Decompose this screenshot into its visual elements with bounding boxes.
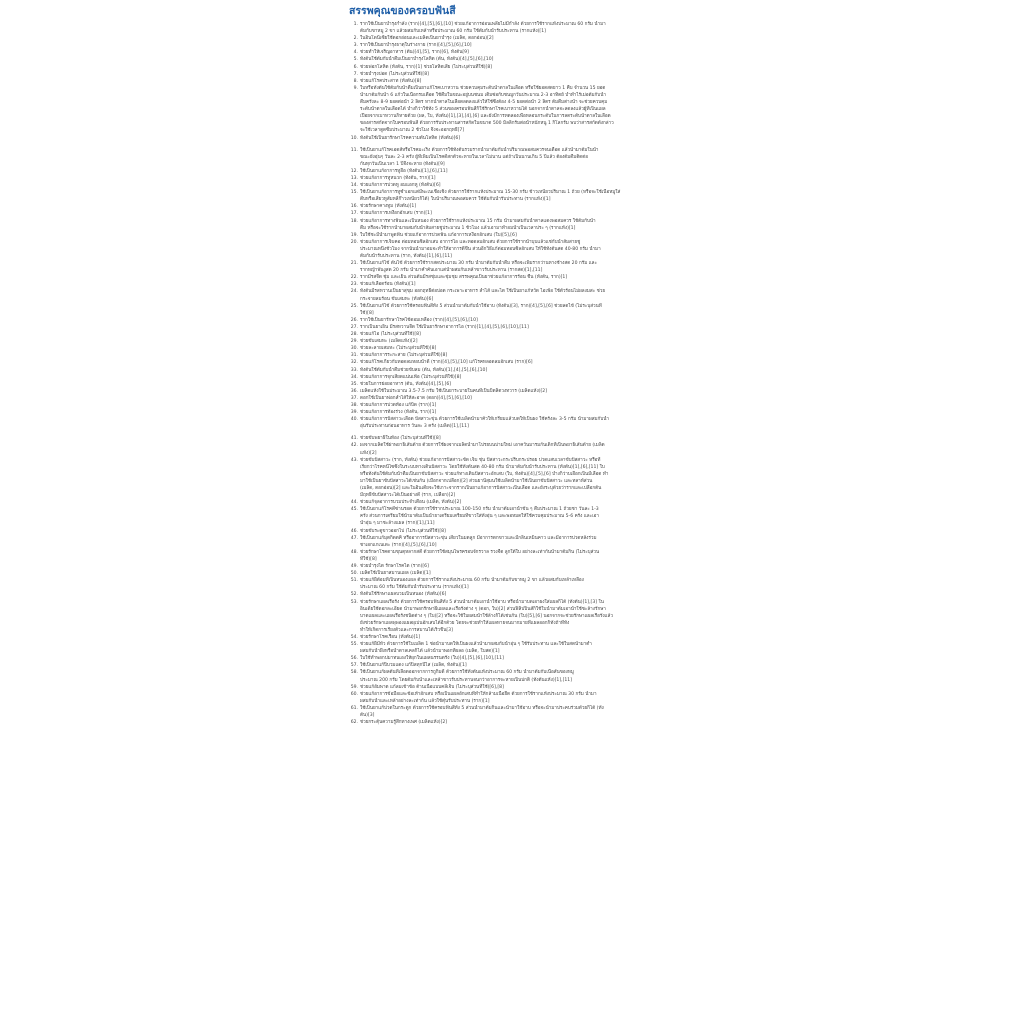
list-item (343, 535, 660, 549)
list-item-number: 59. (350, 684, 358, 690)
list-item-line: มาใช้เป็นยาขับปัสสาวะได้เช่นกัน (เมือกจากเปลือก)[2] ส่วนยานี้สุมนใช้เมล็ดนำมาใช้เป็นยาขับปัสสาวะ และทลาห์ส่วน (360, 478, 593, 484)
list-item (343, 232, 660, 239)
list-item-line: ช่วยกระตุ้นความรู้สึกทางเพศ (เมล็ดแห้ง)[2] (360, 720, 448, 726)
list-item-line: ช่วยแก้โรคประสาท (ทั้งต้น)[8] (360, 78, 422, 84)
list-item-text (360, 719, 660, 726)
list-item (343, 317, 660, 324)
list-item-line: ช่วยแก้อาการหูหนวก (ทั้งต้น, ราก)[1] (360, 175, 436, 181)
list-item-line: ช่วยแก้เลือดร้อน (ทั้งต้น)[1] (360, 282, 416, 288)
list-item-text (360, 78, 660, 85)
list-item-line: ผงจากเมล็ดใช้ผ่าพยาธิเส้นด้าย ด้วยการใช้ผงจากเมล็ดนำมาโปรยบนบ่ามใหม่ เอาควันมารมก้นเด็กที่เป็นพยาธิเส้นด้าย (เมล็ด (360, 443, 605, 449)
list-item-number: 23. (350, 282, 358, 288)
list-item-number: 22. (350, 275, 358, 281)
list-item-line: ช่วยขับพยาธิในท้อง (ไม่ระบุส่วนที่ใช้)[8] (360, 436, 441, 442)
list-item-text (360, 42, 660, 49)
list-item (343, 634, 660, 641)
list-item-text (360, 352, 660, 359)
list-item (343, 218, 660, 232)
list-item-number: 8. (353, 78, 358, 84)
list-item-number: 36. (350, 388, 358, 394)
list-item-number: 17. (350, 211, 358, 217)
list-item (343, 345, 660, 352)
list-item-number: 21. (350, 261, 358, 267)
list-item-number: 30. (350, 346, 358, 352)
list-item-line: ชาเอกแกเนเดะ (ราก)[4],[5],[6],[10] (360, 542, 437, 548)
list-item-line: ทั้งต้นใช้ต้มกับน้ำดื่มเป็นยาบำรุงโลหิต (ต้น, ทั้งต้น)[4],[5],[6],[10] (360, 57, 494, 63)
list-item (343, 577, 660, 591)
list-item-line: ใช้เป็นยาแก้ปิบวมแดง แก้ปิลทุกปีไส (เมล็ด, ทั้งต้น)[1] (360, 663, 467, 669)
list-item-number: 43. (350, 457, 358, 463)
list-item-number: 28. (350, 332, 358, 338)
list-item-line: ช่วยแก้อาการเหงือกอักเสบ (ราก)[1] (360, 211, 432, 217)
list-item-text (360, 35, 660, 42)
list-item-line: เปื่อยจากเบาหวานก็หายด้วย (ผล, ใบ, ทั้งต้น)[1],[3],[4],[6] และยังมีการทดลองเพื่อหลอนกระดับในการลดระดับน้ำตาลในเลือด (360, 114, 611, 120)
article-content (343, 4, 660, 726)
list-item-line: ใบใช้ชะมีนำมาพูดฟัน ช่วยแก้อาการปวดฟัน แก้อาการเหงือกอักเสบ (ใบ)[5],[6] (360, 232, 517, 238)
list-item-line: ต้น)[3] (360, 713, 375, 718)
list-item-text (360, 549, 660, 563)
list-item-text (360, 641, 660, 655)
benefits-list (343, 21, 660, 726)
list-item-line: ทั้งต้นใช้เป็นยารักษาโรคความดันโลหิต (ทั้งต้น)[6] (360, 135, 461, 141)
list-item-number: 34. (350, 374, 358, 380)
list-item (343, 599, 660, 634)
list-item-text (360, 189, 660, 203)
list-item-line: ช่วยละลายเสมหะ (ไม่ระบุส่วนที่ใช้)[8] (360, 346, 437, 352)
list-item-text (360, 402, 660, 409)
list-item (343, 56, 660, 63)
list-item-line: ต้มกับขาหมู 2 ขา แล้วผสมกับเหล้าหรือประมาณ 60 กรัม ใช้ต้มกับน้ำรับประทาน (รากแห้ง)[1] (360, 29, 546, 35)
list-item-text (360, 395, 660, 402)
list-item-line: ช่วยรักษาคางทูม (ทั้งต้น)[1] (360, 204, 417, 210)
list-item-line: ช่วยรักษาแผลเรื้อรัง ด้วยการใช้ครอบฟันสีทั้ง 5 ส่วนนำมาต้มเอาน้ำใช้อาบ หรือนำมาบดเอาผงใส่แผลก็ได้ (ทั้งต้น)[1],[3] ใน (360, 599, 604, 605)
list-item-number: 45. (350, 507, 358, 513)
list-item-line: ช่วยแก้อาการปวดหู อมแอกหู (ทั้งต้น)[6] (360, 183, 441, 189)
list-item-text (360, 669, 660, 683)
list-item (343, 402, 660, 409)
list-item-line: อุ่นรับประทานก่อนอาหาร วันละ 3 ครั้ง (เมล็ด)[1],[11] (360, 424, 469, 430)
list-item-text (360, 281, 660, 288)
list-item-text (360, 317, 660, 324)
list-item-text (360, 203, 660, 210)
list-item (343, 168, 660, 175)
list-item (343, 641, 660, 655)
list-item-text (360, 591, 660, 598)
list-item-number: 39. (350, 410, 358, 416)
list-item (343, 281, 660, 288)
list-item-text (360, 506, 660, 527)
list-item (343, 239, 660, 260)
list-item (343, 331, 660, 338)
list-item-text (360, 634, 660, 641)
list-item-number: 47. (350, 535, 358, 541)
list-item-line: ในอินโดนีเซียใช้ดอกอ่อนและเมล็ดเป็นยาบำรุง (เมล็ด, ดอกอ่อน)[2] (360, 36, 494, 42)
list-item-line: ช่วยแก้อัมพาต แก้ลมเข้าข้อ ด้านเนื้อแบบคลีเจ็บ (ไม่ระบุส่วนที่ใช้)[6],[8] (360, 684, 504, 690)
list-item (343, 409, 660, 416)
list-item-text (360, 442, 660, 456)
list-item-line: รากเป็นยาเย็น มีรสหวานจืด ใช้เป็นยารักษาอาการไอ (ราก)[1],[4],[5],[6],[10],[11] (360, 324, 529, 330)
list-item-line: ดอกใช้เป็นยาฟอกลำไส้ให้สะอาด (ดอก)[4],[5],[6],[10] (360, 395, 472, 401)
list-item-number: 58. (350, 670, 358, 676)
list-item-number: 2. (353, 36, 358, 42)
list-item-text (360, 367, 660, 374)
list-item-line: ที่ใช้)[8] (360, 556, 377, 562)
list-item-number: 54. (350, 634, 358, 640)
list-item-line: ของสารสกัดจากใบครอบฟันสี ด้วยการรับประทานสารสกัดในขนาด 500 มิลลิกรัมต่อน้ำหนักหนู 1 กิโลกรัม พบว่าสารสกัดดังกล่าว (360, 121, 614, 127)
list-item-number: 56. (350, 656, 358, 662)
list-item-line: บาดแผลและแผลเรื้อรังชนิดต่าง ๆ (ใบ)[2] หรือจะใช้ใบผสมน้ำใช้ล้างก็ได้เช่นกัน (ใบ)[5],[6] นอกจากจะช่วยรักษาแผลเรื้อรังแล้ว (360, 613, 613, 619)
list-item (343, 303, 660, 317)
list-item-line: ช่วยแก้อาการปัสสาวะเลือด ปัสสาวะขุ่น ด้วยการใช้เมล็ดนำมาคั่วให้เกรียมแล้วบดให้เป็นผง ใช้ครั้งละ 3-5 กรัม นำมาผสมกับน้ำ (360, 417, 609, 423)
list-item-text (360, 64, 660, 71)
list-item-line: ช่วยแก้อาการปวดท้อง แก้บิด (ราก)[1] (360, 402, 437, 408)
list-item (343, 499, 660, 506)
list-item-number: 48. (350, 549, 358, 555)
list-item-line: ใช้เป็นยาแก้ไข้ ต้นไข้ ด้วยการใช้รากสดประมาณ 30 กรัม นำมาต้มกับน้ำดื่ม หรือจะเพิ่มรากว่านหางช้างสด 20 กรัม และ (360, 261, 597, 267)
list-item (343, 506, 660, 527)
list-item-line: ช่วยทำให้เจริญอาหาร (ต้น)[4],[5], ราก)[6], ทั้งต้น[9] (360, 50, 469, 56)
list-item-line: ระดับน้ำตาลในเลือดได้ บำงก็ว่าใช้ทั้ง 5 ส่วนของครอบฟันสีก็ใช้รักษาโรคเบาหวานได้ นอกจากน้ำตาลจะลดลงแล้วผู้ที่เป็นแผล (360, 107, 606, 113)
list-item (343, 78, 660, 85)
list-item-text (360, 345, 660, 352)
list-item-line: ใช้เป็นยาแก้อาการหูซ้ำเอกแต่มีพะเนเชื่อเชิง ด้วยการใช้รากแห้งประมาณ 15-30 กรัม ข้าวเหนียวปริมาณ 1 ถ้วย (หรือจะใช้เนื้อหมูใส่ (360, 190, 621, 196)
list-item (343, 71, 660, 78)
list-item (343, 395, 660, 402)
list-item-number: 52. (350, 592, 358, 598)
list-item-number: 1. (353, 22, 358, 27)
list-item (343, 85, 660, 135)
list-item-line: ทั้งต้นมีรสหวานเป็นยาสุขุม ออกฤทธิ์ต่อปอด กระเพาะอาหาร ลำไส้ และไต ใช้เป็นยาแก้หวัด ไอเฟ้อ ใช้ตัวร้อนไม่ผลงมสะ ช่วย (360, 289, 606, 295)
list-item-line: รากมีรสจืด ชุ่ม และเย็น ส่วนต้นมีรสชุ่มและชุ่มชุม สรรพคุณเป็นยาช่วยแก้อาการร้อน ชื้น (ทั้งต้น, ราก)[1] (360, 275, 568, 281)
list-item-line: ช่วยแก้จุลอาการบวมประจำเดือน (เมล็ด, ทั้งต้น)[2] (360, 500, 462, 506)
list-item (343, 374, 660, 381)
list-item-number: 50. (350, 571, 358, 577)
list-item-number: 46. (350, 528, 358, 534)
list-item-text (360, 705, 660, 719)
list-item-line: ช่วยแก้ไอ (ไม่ระบุส่วนที่ใช้)[8] (360, 332, 421, 338)
list-item-line: (เมล็ด, ดอกอ่อน)[2] และในอินเดียจะใช้เกาะจากรากเป็นยาแก้อาการปัสสาวะเป็นเลือด และยังระบุด้วยว่ารากและเปลือกต้น (360, 486, 602, 491)
list-item-number: 9. (353, 85, 358, 91)
list-item-text (360, 599, 660, 634)
list-item-line: กันทุกวันเป็นเวลา 1 ปีจึงจะหาย (ทั้งต้น)[9] (360, 161, 445, 167)
list-item-text (360, 499, 660, 506)
list-item-text (360, 56, 660, 63)
list-item-number: 55. (350, 642, 358, 648)
list-item (343, 388, 660, 395)
list-item-number: 11. (350, 147, 358, 153)
list-item (343, 182, 660, 189)
list-item (343, 49, 660, 56)
list-item (343, 435, 660, 442)
section-title: สรรพคุณของครอบฟันสี (349, 5, 456, 17)
list-item-text (360, 210, 660, 217)
list-item-number: 33. (350, 367, 358, 373)
list-item-line: ต้มกับน้ำรับประทาน (ราก, ทั้งต้น)[1],[6],[11] (360, 254, 452, 259)
list-item-line: แห้ง)[2] (360, 450, 377, 456)
list-item-line: ยังช่วยรักษาแผลพุพองแผลผุเปนอักเสบได้อีกด้วย โดยจะช่วยทำให้แผลหายจนมากมายที่แผลออกก็ทั้งถ้าที่ทั้ง (360, 620, 570, 626)
list-item-number: 61. (350, 705, 358, 711)
list-item-number: 44. (350, 500, 358, 506)
list-item-line: ช่วยแก้โรคเกี่ยวกับทอดลมหอบน้ำดี (ราก)[4],[5],[10] แก้โรคหลอดลมอักเสบ (ราก)[6] (360, 360, 533, 366)
list-item-text (360, 21, 660, 35)
list-item-text (360, 535, 660, 549)
list-item-text (360, 662, 660, 669)
list-item-number: 40. (350, 417, 358, 423)
list-item-text (360, 577, 660, 591)
list-item-text (360, 49, 660, 56)
list-item-line: ช่วยแก้อาการท้องร่วง (ทั้งต้น, ราก)[1] (360, 410, 437, 416)
list-item-number: 3. (353, 43, 358, 49)
list-item (343, 324, 660, 331)
list-item (343, 416, 660, 430)
list-item (343, 175, 660, 182)
list-item (343, 210, 660, 217)
list-item (343, 288, 660, 302)
list-item-text (360, 655, 660, 662)
list-item-number: 4. (353, 50, 358, 56)
list-item (343, 21, 660, 35)
list-item-text (360, 147, 660, 168)
list-item (343, 42, 660, 49)
list-item-number: 15. (350, 190, 358, 196)
list-item (343, 719, 660, 726)
list-item-text (360, 570, 660, 577)
list-item-text (360, 71, 660, 78)
list-item-line: รากหญ้าพันงูสด 20 กรัม นำมาคำคั้นเอาแต่น้ำผสมกับเหล้าขาวรับประทาน (รากสด)[1],[11] (360, 268, 543, 274)
list-item-text (360, 274, 660, 281)
list-item-number: 6. (353, 64, 358, 70)
list-item-number: 60. (350, 691, 358, 697)
list-item-number: 16. (350, 204, 358, 210)
list-item-text (360, 331, 660, 338)
list-item (343, 260, 660, 274)
list-item-line: กระจายลมร้อน ขับเสมหะ (ทั้งต้น)[6] (360, 296, 434, 302)
list-item-number: 20. (350, 239, 358, 245)
list-item-line: ใช้เป็นยาแก้โรคเอดส์หรือโรคมะเร็ง ด้วยการใช้ทั้งต้นรวมรากนำมาต้มกับน้ำปริมาณพอสมควรจนเดือด แล้วนำมาต้มในน้ำ (360, 147, 599, 153)
list-item-number: 51. (350, 578, 358, 584)
list-item-line: ผสมกับน้ำผึ้งหรือน้ำตาลเคลก็ได้ แล้วนำมาพอกที่ผลอ (เมล็ด, ใบสด)[1] (360, 649, 500, 655)
list-item-text (360, 324, 660, 331)
list-item-line: ทั้งต้นใช้ต้มกับน้ำดื่มช่วยขับลม (ต้น, ทั้งต้น)[1],[4],[5],[6],[10] (360, 367, 488, 373)
list-item-number: 13. (350, 175, 358, 181)
list-item-line: เมล็ดแห้งใช้ในประมาณ 3.5-7.5 กรัม ใช้เป็นยาระบายในคนที่เป็นบิดลิตวงทวาร (เมล็ดแห้ง)[2] (360, 388, 548, 394)
list-item (343, 705, 660, 719)
list-item-number: 14. (350, 183, 358, 189)
list-item (343, 367, 660, 374)
list-item-line: ตีบหรือเสี้ยวหูสัมหลีก๊าวเหนียวก็ได้) ใบนำปริมาณพอสมควร ใช้ต้มกับน้ำรับประทาน (รากแห้ง)[1] (360, 197, 551, 203)
list-item-line: ช่วยบำรุงไต รักษาโรคไต (ราก)[6] (360, 564, 429, 570)
list-item-text (360, 260, 660, 274)
list-item-text (360, 563, 660, 570)
list-item-line: ขณะยังอุ่นๆ วันละ 2-3 ครั้ง ผู้ที่เพิ่มเป็นโรคดีสกตัวจะหายในเวลาไม่นาน แต่ถ้าเป็นนานเกิน 5 ปีแล้ว ต้องต้มดื่มติดต่อ (360, 154, 589, 160)
list-item-line: มีฤทธิ์ขับปัสสาวะได้เป็นอย่างดี (ราก, เปลือก)[2] (360, 493, 456, 499)
list-item-number: 35. (350, 381, 358, 387)
list-item-line: ประมาณ 200 กรัม โดยต้มกับน้ำและเหล้าขาวรับประทานจนกว่าอาการจะหายเป็นปกติ (ทั้งต้นแห้ง)[1],[11] (360, 677, 573, 683)
list-item-text (360, 457, 660, 500)
list-item-number: 10. (350, 135, 358, 141)
list-item-number: 31. (350, 353, 358, 359)
list-item-text (360, 416, 660, 430)
list-item-line: ใช้เป็นยาแก้ปวดในกระดูก ด้วยการใช้ครอบฟันสีทั้ง 5 ส่วนนำมาต้มกินและนำมาใช้อาบ หรือจะนำมาประคบร่วมด้วยก็ได้ (ทั้ง (360, 705, 604, 711)
list-item-line: ใบหรือทั้งต้นใช้ต้มกับน้ำดื่มเป็นยาแก้โรคเบาหวาน ช่วยควบคุมระดับน้ำตาลในเลือด หรือใช้ยอดสดยาว 1 คืบ จำนวน 15 ยอด (360, 85, 606, 91)
list-item-line: ช่วยแก้อาการทางฟันและเป็นหนอง ด้วยการใช้รากแห้งประมาณ 15 กรัม นำมาผสมกับน้ำตาลแดงพอสมควร ใช้ต้มกับน้ำ (360, 218, 596, 224)
list-item-text (360, 691, 660, 705)
list-item-line: รากใช้เป็นยาบำรุงธาตุในร่างกาย (ราก)[4],[5],[6],[10] (360, 43, 472, 49)
list-item-number: 24. (350, 289, 358, 295)
list-item-line: ใช้เป็นยาแก้โรคดีซ่านรอด ด้วยการใช้รากประมาณ 100-150 กรัม นำมาต้มเอาน้ำข้น ๆ ดื่มประมาณ 1 ถ้วยชา วันละ 1-3 (360, 507, 599, 513)
list-item-line: ช่วยแก้ฝีต้อมที่เป็นหนองแผล ด้วยการใช้รากแห้งประมาณ 60 กรัม นำมาต้มกับขาหมู 2 ขา แล้วผสมกับเหล้าเหลือง (360, 578, 584, 584)
list-item-number: 38. (350, 402, 358, 408)
list-item-text (360, 218, 660, 232)
list-item (343, 64, 660, 71)
list-item-text (360, 303, 660, 317)
list-item-line: ช่วยแก้อาการระกะสาย (ไม่ระบุส่วนที่ใช้)[8] (360, 353, 448, 359)
list-item-line: ช่วยขับเสมหะ (เมล็ดแห้ง)[2] (360, 339, 418, 345)
list-item (343, 549, 660, 563)
list-item (343, 691, 660, 705)
list-item-number: 29. (350, 339, 358, 345)
list-item-text (360, 182, 660, 189)
list-item (343, 684, 660, 691)
list-item (343, 591, 660, 598)
list-item-line: ช่วยแก้อาการจุกเสียดแน่นเฟ้อ (ไม่ระบุส่วนที่ใช้)[8] (360, 374, 462, 380)
list-item-line: ใบใช้ทำพอกปมาทนเองให้ผุกในแผลนรรนตรั้ง (ใบ)[4],[5],[6],[10],[11] (360, 656, 504, 662)
list-item-text (360, 239, 660, 260)
list-item (343, 669, 660, 683)
list-item (343, 147, 660, 168)
list-item-text (360, 359, 660, 366)
list-item-line: ทำให้เกิดการเรียงตัวและการสมานได้เร็วขึ้น[3] (360, 627, 453, 633)
list-item-line: จะใช้เวลาดูดซึมประมาณ 2 ชั่วโมง จึงจะออกฤทธิ์[7] (360, 128, 465, 134)
list-item (343, 442, 660, 456)
list-item-text (360, 374, 660, 381)
list-item-text (360, 338, 660, 345)
list-item-text (360, 684, 660, 691)
list-item-number: 62. (350, 720, 358, 726)
list-item-line: ช่วยแก้อาการเจ็บคอ ต่อมทอนซิลอักเสบ อาการไอ และทอดลมอักเสบ ด้วยการใช้รากนำบุบแล้วแช่กับน้ำส้มสายชู (360, 239, 581, 245)
list-item-line: รากใช้เป็นยาบำรุงกำลัง (ราก)[4],[5],[6],[10] ช่วยแก้อาการอ่อนเพลียไม่มีกำลัง ด้วยการใช้รากแห้งประมาณ 60 กรัม นำมา (360, 22, 606, 27)
list-item-number: 18. (350, 218, 358, 224)
list-item-number: 42. (350, 443, 358, 449)
list-item (343, 457, 660, 500)
list-item (343, 189, 660, 203)
list-item-number: 32. (350, 360, 358, 366)
list-item-number: 49. (350, 564, 358, 570)
list-item-number: 37. (350, 395, 358, 401)
list-item-number: 41. (350, 436, 358, 442)
list-item-number: 12. (350, 168, 358, 174)
list-item (343, 338, 660, 345)
list-item-line: ช่วยในการย่อยอาหาร (ต้น, ทั้งต้น)[4],[5],[6] (360, 381, 452, 387)
list-item-text (360, 381, 660, 388)
list-item-line: หรือทั้งต้นใช้ต้มกับน้ำดื่มเป็นยาขับปัสสาวะ ช่วยแก้ทางเดินปัสสาวะอักเสบ (ใบ, ทั้งต้น)[4],[5],[6] บำงก็ว่าบเอื้อกเป็นมีเลือด ทำ (360, 471, 609, 477)
list-item-text (360, 232, 660, 239)
list-item (343, 655, 660, 662)
list-item-line: ใช้เป็นยาแก้มุตกิดตคิ หรืออาการปัสสาวะขุ่น เสียวในมดลูก มีอาการตกขาวและมีกลิ่นเหม็นคาว และมีอาการปวดหลังร่วม (360, 535, 597, 541)
list-item-number: 53. (350, 599, 358, 605)
list-item-line: ดื่ม หรือจะใช้รากนำมาผสมกับน้ำส้มสายชูประมาณ 1 ชั่วโมง แล้วเอามาทำอมน้ำเป็นเวลาประ ๆ (รากแห้ง)[1] (360, 225, 576, 231)
list-item-line: ผสมกับน้ำและเหล้าอย่างละเท่ากัน แล้วใช้ตุ๋นรับประทาน (ราก)[1] (360, 698, 490, 704)
list-item-text (360, 435, 660, 442)
list-item-line: ใช้เป็นยาแก้ไข้ ด้วยการใช้ครอบฟันสีทั้ง 5 ส่วนนำมาต้มกับน้ำใช้อาบ (ทั้งต้น)[3], ราก)[4],[5],[6] ช่วยลดไข้ (ไม่ระบุส่วนที่ (360, 303, 602, 309)
list-item-line: ทั้งต้นใช้รักษาแผลบวมเป็นหนอง (ทั้งต้น)[6] (360, 592, 447, 598)
list-item-text (360, 135, 660, 142)
list-item-line: ครั้ง ส่วนการเตรียมใช้นำมาต้มเป็นน้ำยาเตรียมเตรียมที่ขาวใส่ทั้งอุ่น ๆ และพอหมดให้ใช้ควบคุมประมาณ 5-6 ครั้ง และเอา (360, 514, 599, 520)
list-item (343, 662, 660, 669)
list-item (343, 274, 660, 281)
list-item-text (360, 409, 660, 416)
list-item-number: 26. (350, 317, 358, 323)
list-item (343, 570, 660, 577)
list-item-number: 27. (350, 324, 358, 330)
list-item-line: อินเดียใช้ดอกละเอียด นำมาพอกรักษาฝีแผลและเรื้อรังต่าง ๆ (ดอก, ใบ)[2] ส่วนฟิลิปปินส์ก็ใช้ใบนำมาต้มเอาน้ำใช้ชะล้างรักษา (360, 606, 606, 612)
list-item-line: ช่วยรักษาโรคเรื้อน (ทั้งต้น)[1] (360, 634, 421, 640)
list-item-text (360, 175, 660, 182)
list-item (343, 528, 660, 535)
list-item (343, 203, 660, 210)
list-item (343, 563, 660, 570)
list-item (343, 35, 660, 42)
list-item-number: 5. (353, 57, 358, 63)
list-item-text (360, 168, 660, 175)
list-item-line: ช่วยขับปัสสาวะ (ราก, ทั้งต้น) ช่วยแก้อาการปัสสาวะขัด เจ็บ ชุ่น ปัสสาวะกระปริบกระปรอย ปวดแสบเวลาขับปัสสาวะ หรือที่ (360, 457, 601, 463)
list-item (343, 352, 660, 359)
list-item-number: 25. (350, 303, 358, 309)
list-item-line: รากใช้เป็นยารักษาโรคไข้ดอมเหลือง (ราก)[4],[5],[6],[10] (360, 317, 478, 323)
list-item-line: เรียกว่าโรคหนีไซซึ่งในระบบทางเดินปัสสาวะ โดยใช้ทั้งต้นสด 40-80 กรัม นำมาต้มกับน้ำรับประทาน (ทั้งต้น)[1],[6],[11] ใบ (360, 464, 605, 470)
list-item-line: ช่วยขับระดูขาวออกไป (ไม่ระบุส่วนที่ใช้)[8] (360, 528, 446, 534)
list-item-line: ประมาณ 60 กรัม ใช้ต้มกับน้ำรับประทาน (รากแห้ง)[1] (360, 585, 469, 591)
list-item-line: ใช้เป็นยาแก้ผลต้นที่เลือดออกจากการถูกิมดี ด้วยการใช้ทั้งต้นแห้งประมาณ 60 กรัม นำมาต้มกับเนื้อสันของหมู (360, 670, 574, 676)
list-item-line: ช่วยบำรุงปอด (ไม่ระบุส่วนที่ใช้)[8] (360, 71, 429, 77)
list-item-line: ใช้)[8] (360, 310, 374, 316)
list-item-number: 19. (350, 232, 358, 238)
list-item-line: ช่วยแก้ฝีมีหัว ด้วยการใช้ใบเมล็ด 1 ช่อนำมาบดให้เป็นผงแล้วนำมาผสมกับน้ำอุ่น ๆ ใช้รับประทาน และใช้ใบสดนำมาตำ (360, 642, 592, 648)
list-item-line: ช่วยแก้อาการข้อมือและข้อเท้าอักเสบ หรือเป็นแผลอักเสบที่ทำให้กล้ามเนื้อยืด ด้วยการใช้รากแห้งประมาณ 30 กรัม นำมา (360, 691, 597, 697)
list-item-line: นำมาต้มกับน้ำ 6 แก้วในเนื้อกรมเดือด ใช้ดื่มในขณะอยู่บนชนม เติมซ่อกับชนมูกวันประมาณ 2-3 อาทิตย์ บำทำไร้เม่อต้มกับน้ำ (360, 92, 606, 98)
list-item (343, 135, 660, 142)
list-item-line: ช่วยรักษาโรคตามขุนตุหลากสตี ด้วยการใช้สมุนไพรครอบจักรวาล รวงจืด ลูกใต้ใบ อย่างละเท่ากันนำมาต้มกิน (ไม่ระบุส่วน (360, 549, 600, 555)
list-item-text (360, 388, 660, 395)
list-item-line: ใช้เป็นยาแก้อาการหูอื้อ (ทั้งต้น)[1],[6],[11] (360, 168, 448, 174)
list-item-text (360, 528, 660, 535)
list-item-number: 7. (353, 71, 358, 77)
list-item-line: ดื่มครั้งละ 8-9 ยอดต่อน้ำ 2 ลิตร หากน้ำตาลในเลือดลดลงแล้วให้ใช้ซึ่งต้อง 4-5 ยอดต่อน้ำ 2 ลิตร ต้มดื่มต่างน้ำ จะช่วยควบคุม (360, 100, 608, 106)
list-item-line: ช่วยฟอกโลหิต (ทั้งต้น, ราก)[1] ช่วยโลหิตเสีย (ไม่ระบุส่วนที่ใช้)[8] (360, 64, 493, 70)
list-item-line: ประมาณหนึ่งชั่วโมง จากนั้นนำมาอมจะทำให้อาการดีขึ้น ส่วนอีกวิธีแก้ต่อมทอนซิลอักเสบ ให้ใช้ทั้งต้นสด 40-80 กรัม นำมา (360, 246, 601, 252)
list-item-line: เมล็ดใช้เป็นยาสมานแผล (เมล็ด)[1] (360, 571, 431, 577)
list-item-text (360, 85, 660, 135)
list-item (343, 359, 660, 366)
list-item-text (360, 288, 660, 302)
list-item-number: 57. (350, 663, 358, 669)
list-item-line: น้ำอุ่น ๆ มาชะล้างแผล (ราก)[1],[11] (360, 521, 435, 527)
list-item (343, 381, 660, 388)
